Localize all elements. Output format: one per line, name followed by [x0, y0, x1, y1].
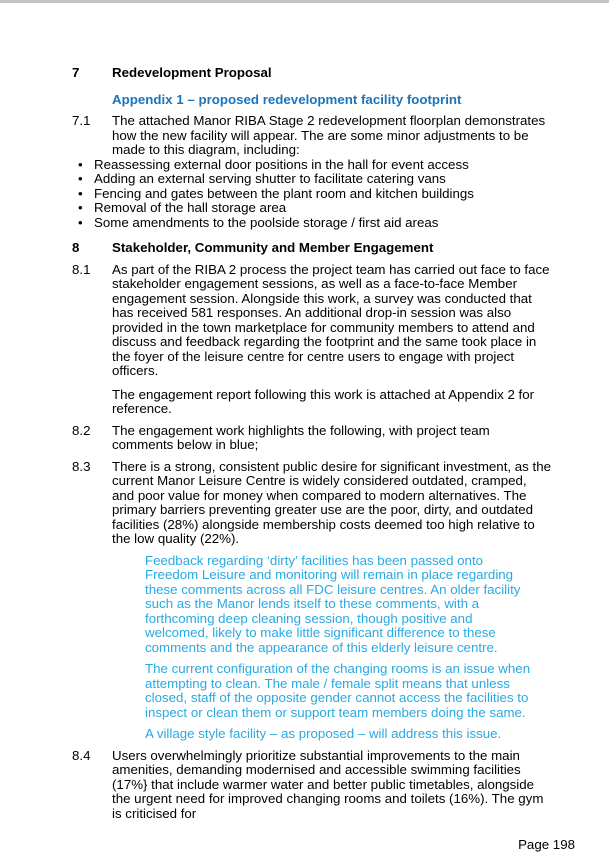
paragraph-number: 8.3 — [72, 458, 91, 474]
bullet-item-text: Adding an external serving shutter to facilitate catering vans — [94, 171, 446, 186]
section-heading-row — [72, 66, 552, 81]
paragraph-continuation-text: The engagement report following this work is attached at Appendix 2 for reference. — [112, 386, 535, 416]
section-heading-text: Stakeholder, Community and Member Engagement — [112, 240, 434, 255]
bullet-item — [72, 158, 512, 173]
bullet-item-text: Some amendments to the poolside storage / first aid areas — [94, 214, 439, 230]
section-heading-text: Redevelopment Proposal — [112, 65, 272, 80]
page-number: Page 198 — [518, 837, 575, 852]
paragraph-number: 8.1 — [72, 261, 91, 277]
bullet-icon: • — [78, 156, 83, 172]
paragraph-text: There is a strong, consistent public desire for significant investment, as the current Manor Leisure Centre is widely considered outdated, cramped, and poor value for money when compared to modern alternatives. The primary barriers preventing greater use are the poor, dirty, and outdated facilities (28%) alongside membership costs deemed too high relative to the low quality (22%). — [112, 458, 552, 546]
section-heading-row — [72, 241, 552, 256]
paragraph-number: 7.1 — [72, 113, 91, 128]
project-team-comment: A village style facility – as proposed – will address this issue. — [145, 726, 502, 741]
appendix-subheading: Appendix 1 – proposed redevelopment facility footprint — [112, 91, 462, 107]
bullet-item — [72, 187, 512, 202]
bullet-item-text: Removal of the hall storage area — [94, 200, 287, 215]
paragraph-row — [72, 263, 552, 379]
bullet-list — [72, 158, 512, 231]
project-team-comment: The current configuration of the changing rooms is an issue when attempting to clean. The male / female split means that unless closed, staff of the opposite gender cannot access the facilities to inspect or clean them or support team members doing the same. — [145, 661, 531, 720]
paragraph-number: 8.2 — [72, 422, 91, 438]
paragraph-number: 8.4 — [72, 747, 91, 763]
section-number: 8 — [72, 240, 80, 255]
paragraph-text: Users overwhelmingly prioritize substantial improvements to the main amenities, demanding modernised and accessible swimming facilities (17%} that include warmer water and better public timetables, alongside the urgent need for improved changing rooms and toilets (16%). The gym is criticised for — [112, 747, 544, 821]
top-rule — [0, 0, 609, 3]
bullet-item — [72, 172, 512, 187]
bullet-icon: • — [78, 200, 83, 215]
paragraph-row — [72, 424, 552, 453]
paragraph-text: The attached Manor RIBA Stage 2 redevelopment floorplan demonstrates how the new facility will appear. The are some minor adjustments to be made to this diagram, including: — [112, 113, 546, 157]
bullet-icon: • — [78, 214, 83, 230]
bullet-item — [72, 216, 512, 231]
bullet-item-text: Fencing and gates between the plant room and kitchen buildings — [94, 185, 474, 201]
paragraph-row — [72, 749, 552, 822]
bullet-item-text: Reassessing external door positions in the hall for event access — [94, 156, 469, 172]
bullet-icon: • — [78, 171, 83, 186]
paragraph-row — [72, 460, 552, 547]
bullet-icon: • — [78, 185, 83, 201]
section-number: 7 — [72, 65, 80, 80]
project-team-comment: Feedback regarding ‘dirty’ facilities has been passed onto Freedom Leisure and monitoring will remain in place regarding these comments across all FDC leisure centres. An older facility such as the Manor lends itself to these comments, with a forthcoming deep cleaning session, though positive and welcomed, likely to make little significant difference to these comments and the appearance of this elderly leisure centre. — [145, 552, 521, 655]
document-content — [72, 66, 552, 821]
paragraph-text: As part of the RIBA 2 process the project team has carried out face to face stakeholder engagement sessions, as well as a face-to-face Member engagement session. Alongside this work, a survey was conducted that has received 581 responses. An additional drop-in session was also provided in the town marketplace for community members to attend and discuss and feedback regarding the footprint and the same took place in the foyer of the leisure centre for centre users to engage with project officers. — [112, 261, 550, 378]
paragraph-row — [72, 114, 552, 158]
bullet-item — [72, 201, 512, 216]
paragraph-text: The engagement work highlights the following, with project team comments below in blue; — [112, 422, 490, 452]
